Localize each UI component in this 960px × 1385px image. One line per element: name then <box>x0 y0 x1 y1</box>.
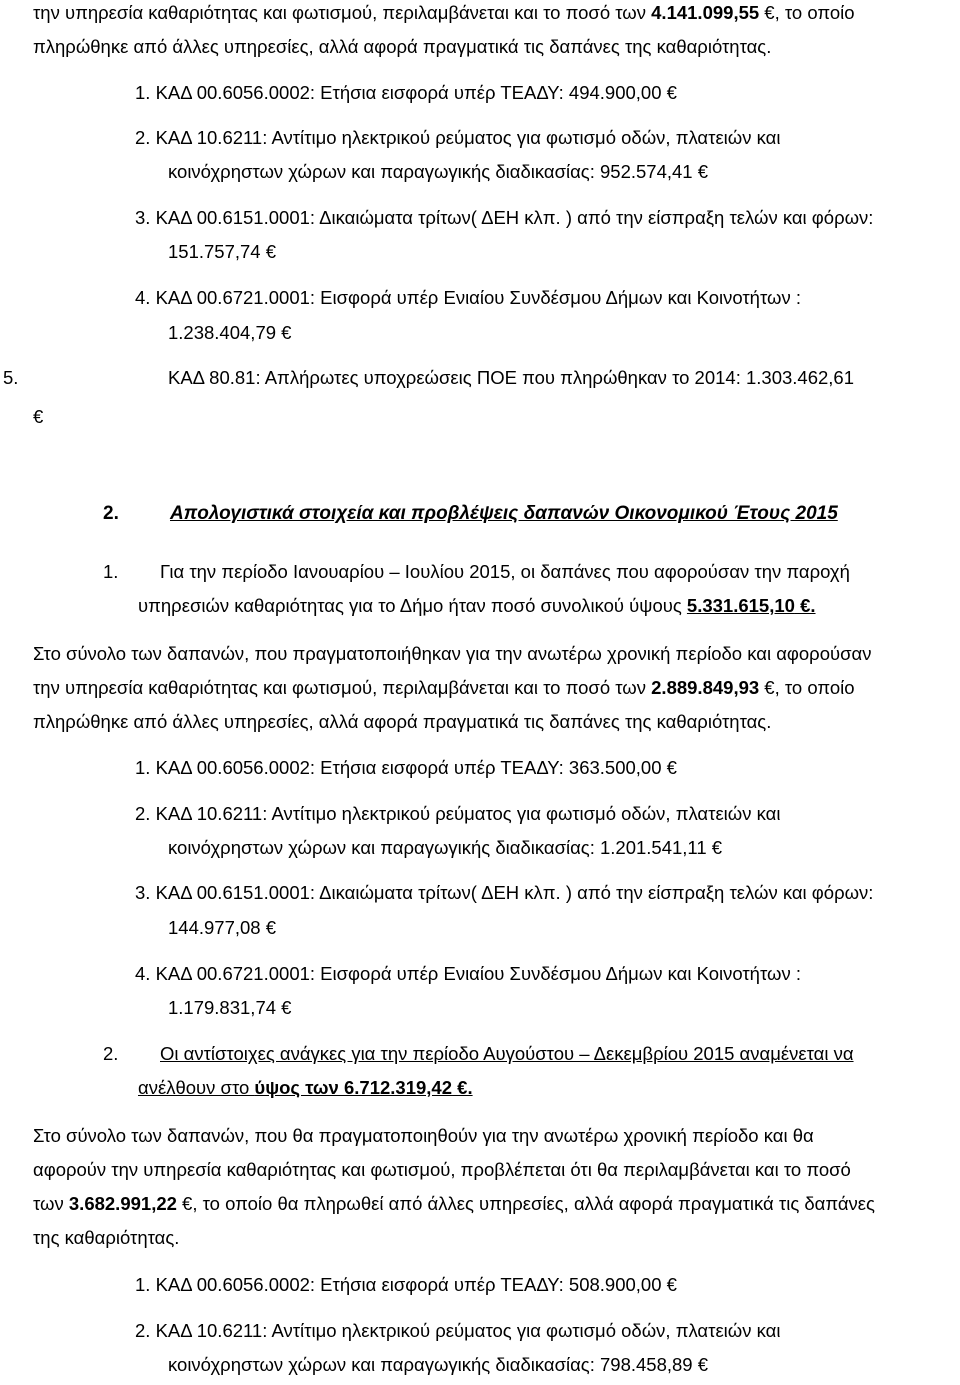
list-item-continuation: 144.977,08 € <box>168 917 277 938</box>
paragraph-line: Οι αντίστοιχες ανάγκες για την περίοδο Αυγούστου – Δεκεμβρίου 2015 αναμένεται να <box>160 1043 854 1064</box>
list-number: 1. <box>103 561 119 582</box>
paragraph-line: Στο σύνολο των δαπανών, που θα πραγματοποιηθούν για την ανωτέρω χρονική περίοδο και θα <box>33 1125 814 1146</box>
list-item: 2. ΚΑΔ 10.6211: Αντίτιμο ηλεκτρικού ρεύματος για φωτισμό οδών, πλατειών και <box>135 1320 781 1341</box>
list-item: 1. ΚΑΔ 00.6056.0002: Ετήσια εισφορά υπέρ ΤΕΑΔΥ: 363.500,00 € <box>135 757 677 778</box>
list-item-continuation: 1.179.831,74 € <box>168 997 292 1018</box>
list-item: 1. ΚΑΔ 00.6056.0002: Ετήσια εισφορά υπέρ ΤΕΑΔΥ: 508.900,00 € <box>135 1274 677 1295</box>
list-item: 2. ΚΑΔ 10.6211: Αντίτιμο ηλεκτρικού ρεύματος για φωτισμό οδών, πλατειών και <box>135 127 781 148</box>
section-heading: Απολογιστικά στοιχεία και προβλέψεις δαπανών Οικονομικού Έτους 2015 <box>170 503 838 524</box>
list-number: 2. <box>103 1043 119 1064</box>
paragraph-line: Στο σύνολο των δαπανών, που πραγματοποιήθηκαν για την ανωτέρω χρονική περίοδο και αφορούσαν <box>33 643 872 664</box>
list-item-continuation: κοινόχρηστων χώρων και παραγωγικής διαδικασίας: 798.458,89 € <box>168 1354 709 1375</box>
list-item-continuation: κοινόχρηστων χώρων και παραγωγικής διαδικασίας: 952.574,41 € <box>168 161 709 182</box>
list-number: 5. <box>3 367 19 388</box>
paragraph-line: ανέλθουν στο ύψος των 6.712.319,42 €. <box>138 1077 473 1098</box>
list-item: ΚΑΔ 80.81: Απλήρωτες υποχρεώσεις ΠΟΕ που πληρώθηκαν το 2014: 1.303.462,61 <box>168 367 854 388</box>
list-item: 4. ΚΑΔ 00.6721.0001: Εισφορά υπέρ Ενιαίου Συνδέσμου Δήμων και Κοινοτήτων : <box>135 963 801 984</box>
paragraph-line: αφορούν την υπηρεσία καθαριότητας και φωτισμού, προβλέπεται ότι θα περιλαμβάνεται και το ποσό <box>33 1159 851 1180</box>
list-item-continuation: κοινόχρηστων χώρων και παραγωγικής διαδικασίας: 1.201.541,11 € <box>168 837 723 858</box>
list-item: 1. ΚΑΔ 00.6056.0002: Ετήσια εισφορά υπέρ ΤΕΑΔΥ: 494.900,00 € <box>135 82 677 103</box>
paragraph-line: της καθαριότητας. <box>33 1227 180 1248</box>
paragraph-line: Για την περίοδο Ιανουαρίου – Ιουλίου 2015, οι δαπάνες που αφορούσαν την παροχή <box>160 561 850 582</box>
paragraph-line: την υπηρεσία καθαριότητας και φωτισμού, περιλαμβάνεται και το ποσό των 4.141.099,55 €, το οποίο <box>33 2 855 23</box>
list-item-continuation: 151.757,74 € <box>168 241 277 262</box>
paragraph-line: την υπηρεσία καθαριότητας και φωτισμού, περιλαμβάνεται και το ποσό των 2.889.849,93 €, το οποίο <box>33 677 855 698</box>
section-number: 2. <box>103 503 119 524</box>
paragraph-line: πληρώθηκε από άλλες υπηρεσίες, αλλά αφορά πραγματικά τις δαπάνες της καθαριότητας. <box>33 711 772 732</box>
list-item: 2. ΚΑΔ 10.6211: Αντίτιμο ηλεκτρικού ρεύματος για φωτισμό οδών, πλατειών και <box>135 803 781 824</box>
list-item: 3. ΚΑΔ 00.6151.0001: Δικαιώματα τρίτων( ΔΕΗ κλπ. ) από την είσπραξη τελών και φόρων: <box>135 882 874 903</box>
list-item-continuation: 1.238.404,79 € <box>168 322 292 343</box>
paragraph-line: των 3.682.991,22 €, το οποίο θα πληρωθεί από άλλες υπηρεσίες, αλλά αφορά πραγματικά τις δαπάνες <box>33 1193 875 1214</box>
list-item: 4. ΚΑΔ 00.6721.0001: Εισφορά υπέρ Ενιαίου Συνδέσμου Δήμων και Κοινοτήτων : <box>135 287 801 308</box>
paragraph-line: πληρώθηκε από άλλες υπηρεσίες, αλλά αφορά πραγματικά τις δαπάνες της καθαριότητας. <box>33 36 772 57</box>
euro-sign: € <box>33 406 44 427</box>
paragraph-line: υπηρεσιών καθαριότητας για το Δήμο ήταν ποσό συνολικού ύψους 5.331.615,10 €. <box>138 595 816 616</box>
list-item: 3. ΚΑΔ 00.6151.0001: Δικαιώματα τρίτων( ΔΕΗ κλπ. ) από την είσπραξη τελών και φόρων: <box>135 207 874 228</box>
